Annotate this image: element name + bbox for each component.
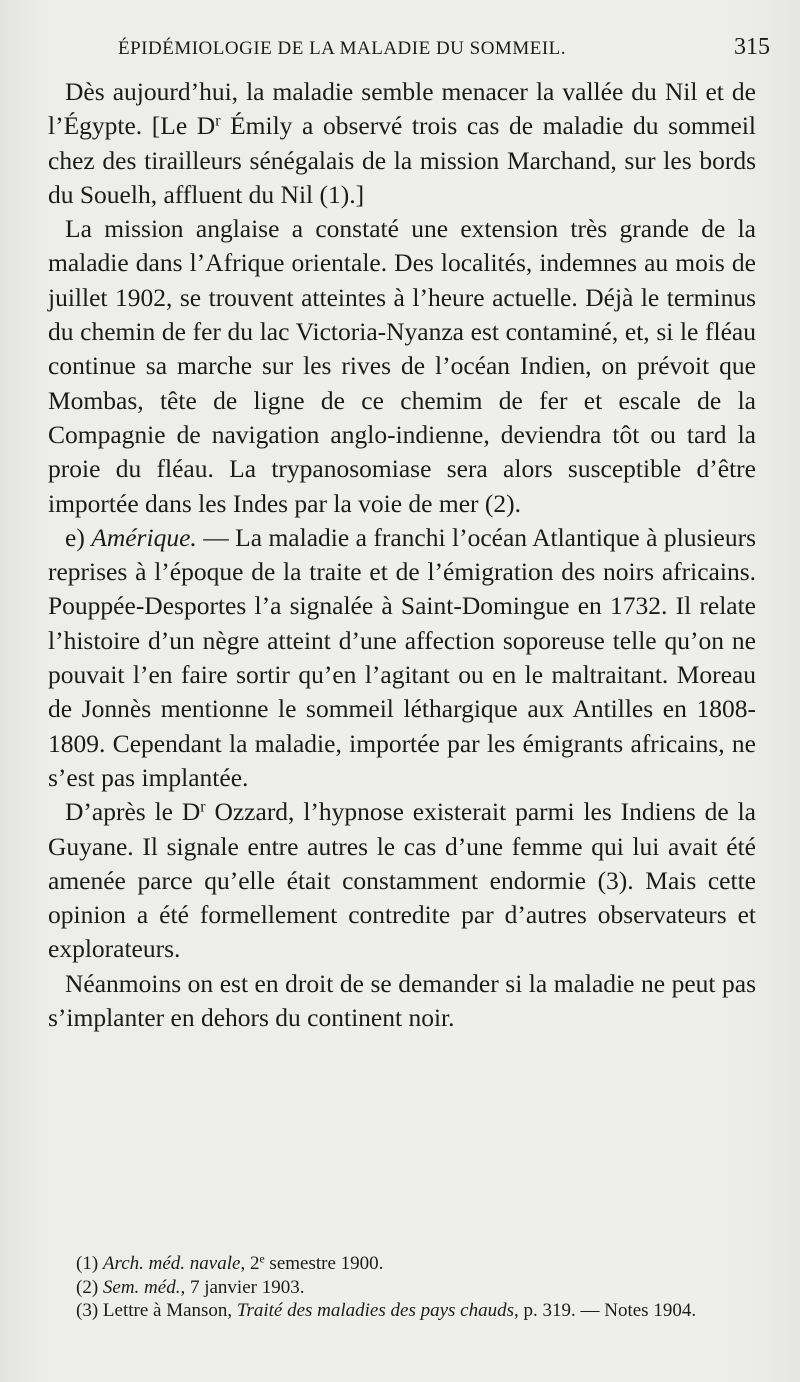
paragraph-guyane-text-b: Ozzard, l’hypnose existerait parmi les Indiens de la Guyane. Il signale entre autres le cas d’une femme qui lui avait été amenée parce qu’elle était constamment endormie (3). Mais cette opinion a été formellement contredite par d’autres observateurs et explorateurs. bbox=[48, 797, 756, 964]
footnote-2-rest: , 7 janvier 1903. bbox=[180, 1276, 305, 1298]
footnote-3-number: (3) bbox=[76, 1300, 103, 1321]
page-header bbox=[118, 34, 770, 66]
footnote-3-pre: Lettre à Manson, bbox=[102, 1300, 237, 1321]
footnote-1 bbox=[58, 1252, 770, 1276]
paragraph-egypt-text-a: Dès aujourd’hui, la maladie semble menacer la vallée du Nil et de l’Égypte. [Le D bbox=[48, 77, 756, 141]
section-title-amerique: Amérique. bbox=[91, 522, 197, 552]
doctor-abbrev-sup: r bbox=[200, 798, 206, 816]
footnote-2-number: (2) bbox=[76, 1276, 103, 1298]
footnote-1-number: (1) bbox=[76, 1253, 103, 1274]
doctor-abbrev-sup: r bbox=[215, 112, 221, 130]
body-text bbox=[48, 75, 756, 1035]
footnote-2-source: Sem. méd. bbox=[102, 1276, 181, 1298]
running-head: ÉPIDÉMIOLOGIE DE LA MALADIE DU SOMMEIL. bbox=[118, 38, 567, 59]
paragraph-egypt-text-b: Émily a observé trois cas de maladie du sommeil chez des tirailleurs sénégalais de la mission Marchand, sur les bords du Souelh, affluent du Nil (1).] bbox=[48, 111, 756, 209]
paragraph-america-text: — La maladie a franchi l’océan Atlantique à plusieurs reprises à l’époque de la traite et de l’émigration des noirs africains. Pouppée-Desportes l’a signalée à Saint-Domingue en 1732. Il relate l’histoire d’un nègre atteint d’une affection soporeuse telle qu’on ne pouvait l’en faire sortir qu’en l’agitant ou en le maltraitant. Moreau de Jonnès mentionne le sommeil léthargique aux Antilles en 1808-1809. Cependant la maladie, importée par les émigrants africains, ne s’est pas implantée. bbox=[48, 522, 756, 792]
footnote-1-sup: e bbox=[259, 1252, 265, 1266]
paragraph-egypt bbox=[48, 75, 756, 212]
section-label: e) bbox=[65, 522, 92, 552]
paragraph-conclusion: Néanmoins on est en droit de se demander si la maladie ne peut pas s’implanter en dehors du continent noir. bbox=[48, 968, 756, 1033]
footnote-1-source: Arch. méd. navale bbox=[102, 1253, 241, 1274]
footnotes bbox=[58, 1252, 770, 1323]
footnote-3-source: Traité des maladies des pays chauds bbox=[236, 1300, 514, 1321]
footnote-3 bbox=[58, 1299, 770, 1323]
paragraph-guyane bbox=[48, 795, 756, 966]
footnote-1-rest: semestre 1900. bbox=[264, 1253, 384, 1274]
footnote-2 bbox=[58, 1276, 770, 1300]
paragraph-america bbox=[48, 521, 756, 795]
page-number: 315 bbox=[734, 34, 770, 60]
footnote-1-sep: , 2 bbox=[240, 1253, 260, 1274]
footnote-3-rest: , p. 319. — Notes 1904. bbox=[514, 1300, 697, 1321]
paragraph-guyane-text-a: D’après le D bbox=[65, 797, 201, 827]
paragraph-east-africa: La mission anglaise a constaté une extension très grande de la maladie dans l’Afrique orientale. Des localités, indemnes au mois de juillet 1902, se trouvent atteintes à l’heure actuelle. Déjà le terminus du chemin de fer du lac Victoria-Nyanza est contaminé, et, si le fléau continue sa marche sur les rives de l’océan Indien, on prévoit que Mombas, tête de ligne de ce chemim de fer et escale de la Compagnie de navigation anglo-indienne, deviendra tôt ou tard la proie du fléau. La trypanosomiase sera alors susceptible d’être importée dans les Indes par la voie de mer (2). bbox=[48, 214, 756, 518]
